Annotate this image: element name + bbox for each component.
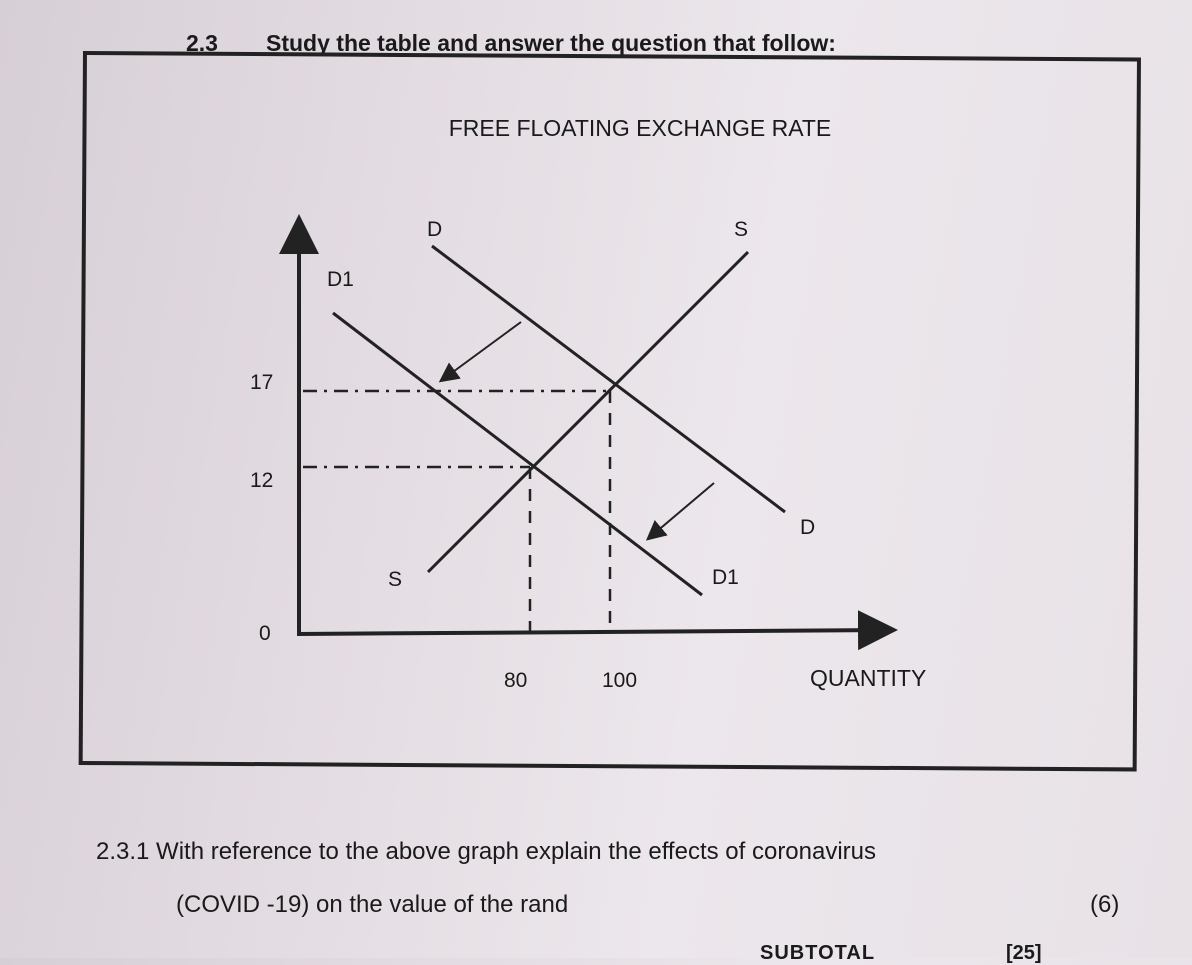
label-d-top: D [427,218,443,241]
x-tick-100: 100 [602,669,638,692]
y-tick-12: 12 [250,469,274,492]
subtotal-label: SUBTOTAL [760,942,876,964]
x-axis-label: QUANTITY [810,665,927,691]
x-tick-80: 80 [504,669,528,692]
subtotal-value: [25] [1006,942,1042,964]
y-tick-17: 17 [250,371,274,394]
question-instruction: Study the table and answer the question that follow: [266,30,836,56]
demand-curve-d [432,246,785,512]
chart-title: FREE FLOATING EXCHANGE RATE [448,115,832,141]
supply-curve [428,252,748,572]
label-d-bottom: D [800,516,816,539]
label-s-top: S [734,218,749,241]
shift-arrow-upper [442,322,521,380]
question-marks: (6) [1090,891,1120,918]
x-axis [297,630,890,634]
shift-arrow-lower [649,483,714,538]
question-text-line-2: (COVID -19) on the value of the rand [176,891,569,918]
origin-label: 0 [259,622,271,645]
question-text-line-1: 2.3.1 With reference to the above graph explain the effects of coronavirus [96,838,877,865]
question-number: 2.3 [186,30,218,56]
label-d1-bottom: D1 [712,566,739,589]
label-d1-top: D1 [327,268,354,291]
label-s-bottom: S [388,568,403,591]
